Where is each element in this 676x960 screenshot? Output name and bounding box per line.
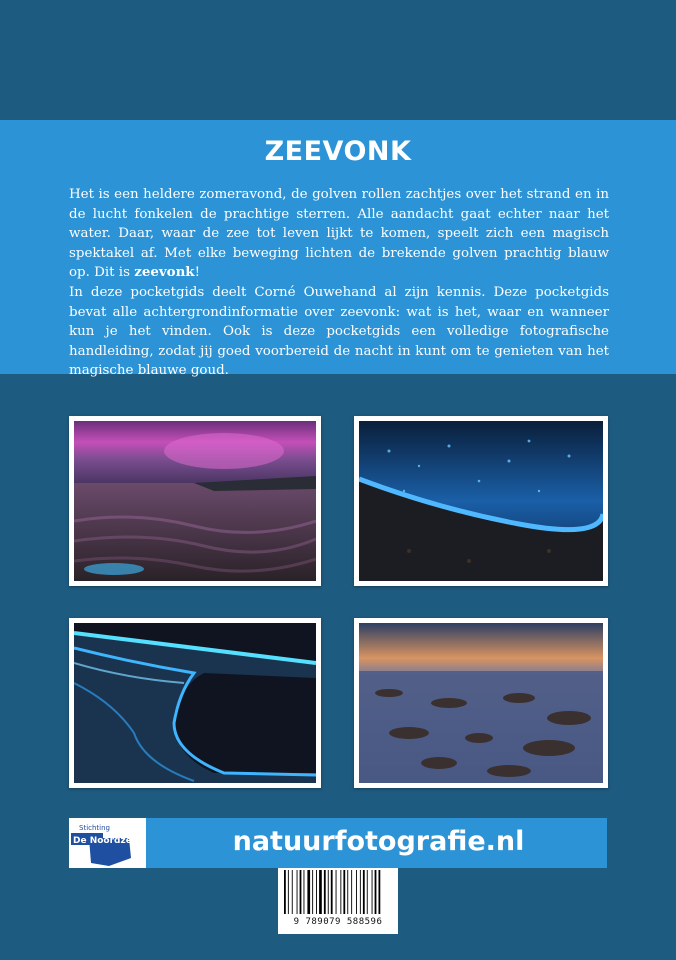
barcode-bars: [278, 868, 398, 918]
barcode-bar: [319, 870, 322, 914]
noordzee-logo-image: [69, 818, 146, 868]
aurora-beach-image: [74, 421, 316, 581]
barcode-bar: [356, 870, 357, 914]
barcode-bar: [340, 870, 341, 914]
isbn-number: 9 789079 588596: [293, 917, 383, 927]
barcode-bar: [360, 870, 361, 914]
logo-line-2: De Noordzee: [73, 836, 138, 846]
photo-aurora-beach: [69, 416, 321, 586]
barcode-bar: [307, 870, 310, 914]
rocks-dusk-image: [359, 623, 603, 783]
barcode-bar: [379, 870, 381, 914]
barcode-bar: [343, 870, 345, 914]
barcode-bar: [316, 870, 317, 914]
noordzee-logo: [69, 818, 146, 868]
photo-rocks-dusk: [354, 618, 608, 788]
barcode-bar: [288, 870, 289, 914]
barcode-bar: [367, 870, 368, 914]
logo-line-1: Stichting: [79, 824, 110, 832]
photo-wave-edge: [69, 618, 321, 788]
barcode-bar: [331, 870, 333, 914]
barcode-bar: [304, 870, 305, 914]
book-title: ZEEVONK: [264, 136, 412, 167]
barcode-bar: [363, 870, 365, 914]
blurb-paragraph-2: In deze pocketgids deelt Corné Ouwehand al zijn kennis. Deze pocketgids bevat alle achtergrondinformatie over zeevonk: wat is het, waar en wanneer kun je het vinden. Ook is deze pocketgids een volledige fotografische handleiding, zodat jij goed voorbereid de nacht in kunt om te genieten van het magische blauwe goud.: [69, 284, 609, 379]
wave-edge-image: [74, 623, 316, 783]
barcode-bar: [297, 870, 298, 914]
barcode-bar: [284, 870, 286, 914]
paragraph-1-text: Het is een heldere zomeravond, de golven rollen zachtjes over het strand en in de lucht fonkelen de prachtige sterren. Alle aandacht gaat echter naar het water. Daar, waar de zee tot leven lijkt te komen, speelt zich een magisch spektakel af. Met elke beweging lichten de brekende golven prachtig blauw op. Dit is: [69, 187, 609, 281]
barcode-bar: [324, 870, 326, 914]
glowing-wave-image: [359, 421, 603, 581]
blurb-text: [69, 185, 609, 381]
barcode-bar: [372, 870, 373, 914]
photo-glowing-wave: [354, 416, 608, 586]
barcode-bar: [328, 870, 329, 914]
paragraph-1-bold: zeevonk: [134, 264, 195, 281]
barcode-bar: [292, 870, 293, 914]
blurb-paragraph-1: [69, 185, 609, 283]
barcode-bar: [312, 870, 313, 914]
barcode-bar: [347, 870, 348, 914]
barcode-bar: [351, 870, 352, 914]
barcode-bar: [375, 870, 377, 914]
barcode-bar: [336, 870, 337, 914]
website-url[interactable]: natuurfotografie.nl: [232, 826, 525, 857]
barcode-bar: [300, 870, 302, 914]
paragraph-1-end: !: [194, 265, 200, 281]
